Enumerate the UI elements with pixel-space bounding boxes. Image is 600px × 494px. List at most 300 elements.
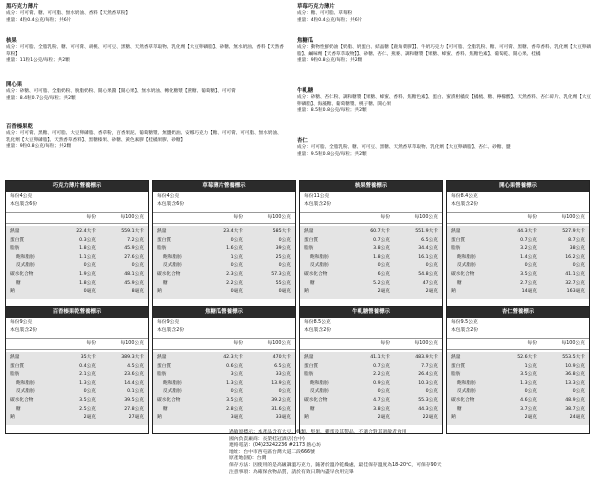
nutrient-per-serving: 2.3公克 xyxy=(226,271,243,277)
nutrient-per-serving: 1公克 xyxy=(524,363,537,369)
nutrient-label: 糖 xyxy=(310,280,315,286)
nutrient-row xyxy=(300,245,442,254)
serving-count: 本包裝含6份 xyxy=(10,202,38,207)
nutrient-label: 蛋白質 xyxy=(451,363,466,369)
nutrient-label: 飽和脂肪 xyxy=(457,254,476,260)
nutrient-per-100g: 34.4公克 xyxy=(418,246,438,252)
header-per-serving: 每份 xyxy=(380,341,390,346)
nutrition-panel xyxy=(299,306,443,434)
nutrient-row xyxy=(447,380,589,389)
ingredient-weight: 重量：9粒0.8公克/每粒；共2顆 xyxy=(6,143,72,149)
nutrient-per-serving: 2.2公克 xyxy=(373,372,390,378)
nutrition-panel xyxy=(446,180,590,308)
ingredient-list: 成分：動物性鮮奶油【奶脂、奶蛋白、結晶糖【鹿角菜膠】】、牛奶巧克力【可可脂、全脂乳粉、糖、可可膏、黑糖、香草香料、乳化劑【大豆卵磷脂】、鹹味劑【天香草萃取物】】、砂糖、杏仁、燕麥、調和糖漿【果糖、蜂蜜、香料、焦糖色素】、葡萄乾、開心果、桂橘 xyxy=(297,45,592,57)
nutrient-per-100g: 4.5公克 xyxy=(127,363,144,369)
nutrient-per-serving: 3.5公克 xyxy=(520,372,537,378)
ingredient-weight: 重量：9粒0.8公克/每粒；共2顆 xyxy=(297,57,363,63)
header-per-serving: 每份 xyxy=(527,215,537,220)
ingredient-block-dark xyxy=(6,4,286,24)
nutrient-label: 反式脂肪 xyxy=(310,263,329,269)
header-blank xyxy=(447,213,493,223)
nutrient-row xyxy=(300,388,442,397)
nutrient-per-serving: 1.8公克 xyxy=(373,254,390,260)
nutrient-row xyxy=(153,406,295,415)
nutrient-label: 蛋白質 xyxy=(157,237,172,243)
nutrient-label: 熱量 xyxy=(304,355,314,360)
nutrient-row xyxy=(447,237,589,246)
nutrient-per-100g: 0公克 xyxy=(278,263,291,269)
nutrient-per-serving: 2.1公克 xyxy=(79,372,96,378)
serving-count: 本包裝含2份 xyxy=(304,202,332,207)
nutrient-label: 熱量 xyxy=(157,229,167,234)
header-per-serving: 每份 xyxy=(86,341,96,346)
nutrient-row xyxy=(447,388,589,397)
nutrient-per-100g: 25公克 xyxy=(275,254,291,260)
nutrient-label: 蛋白質 xyxy=(10,363,25,369)
nutrient-per-100g: 163毫克 xyxy=(566,289,585,295)
nutrient-label: 飽和脂肪 xyxy=(16,254,35,260)
nutrient-per-serving: 0.7公克 xyxy=(373,363,390,369)
panel-header-row xyxy=(447,338,589,350)
nutrient-per-serving: 2.5公克 xyxy=(79,406,96,412)
nutrient-label: 碳水化合物 xyxy=(304,397,328,403)
nutrient-per-100g: 38公克 xyxy=(569,246,585,252)
nutrient-row xyxy=(153,245,295,254)
nutrient-per-serving: 1.3公克 xyxy=(79,380,96,386)
nutrient-per-serving: 35大卡 xyxy=(80,355,96,360)
nutrient-per-100g: 7.7公克 xyxy=(421,363,438,369)
nutrient-label: 鈉 xyxy=(10,289,15,295)
nutrient-per-serving: 1.8公克 xyxy=(79,246,96,252)
nutrient-per-serving: 2.7公克 xyxy=(520,280,537,286)
nutrient-per-100g: 585大卡 xyxy=(272,229,291,234)
nutrient-label: 熱量 xyxy=(10,229,20,234)
nutrient-label: 熱量 xyxy=(451,229,461,234)
nutrient-row xyxy=(6,371,148,380)
nutrient-per-serving: 0.6公克 xyxy=(226,363,243,369)
nutrient-label: 反式脂肪 xyxy=(310,389,329,395)
nutrient-rows xyxy=(300,352,442,425)
nutrient-per-100g: 8毫克 xyxy=(131,289,144,295)
nutrient-row xyxy=(447,254,589,263)
nutrient-per-serving: 0毫克 xyxy=(83,289,96,295)
nutrient-per-100g: 27.6公克 xyxy=(124,254,144,260)
nutrient-per-100g: 0公克 xyxy=(131,263,144,269)
header-per-100g: 每100公克 xyxy=(414,341,438,346)
nutrient-label: 糖 xyxy=(16,280,21,286)
domestic-vendor: 國內負責廠商：長榮桂冠酒店(台中) xyxy=(229,436,305,442)
ingredient-block-pistachio xyxy=(6,82,286,102)
ingredient-list: 成分：可可膏、糖、可可脂、無水奶油、香料【天然香草粉】 xyxy=(6,11,131,17)
nutrient-per-serving: 1.9公克 xyxy=(79,271,96,277)
nutrient-label: 碳水化合物 xyxy=(157,271,181,277)
nutrient-per-serving: 1公克 xyxy=(230,254,243,260)
nutrient-row xyxy=(153,380,295,389)
ingredient-list: 成分：可可脂、全脂乳粉、糖、可可豆、黑糖、天然香草萃取物、乳化劑【大豆卵磷脂】、杏仁、砂糖、鹽 xyxy=(297,145,511,151)
nutrient-per-serving: 1.3公克 xyxy=(226,380,243,386)
nutrient-per-100g: 0公克 xyxy=(278,389,291,395)
nutrient-per-100g: 10.3公克 xyxy=(418,380,438,386)
nutrient-per-100g: 54.8公克 xyxy=(418,271,438,277)
header-per-100g: 每100公克 xyxy=(414,215,438,220)
nutrient-per-serving: 0公克 xyxy=(230,263,243,269)
nutrient-label: 飽和脂肪 xyxy=(310,254,329,260)
nutrient-row xyxy=(447,228,589,237)
nutrient-per-100g: 389.3大卡 xyxy=(121,355,144,360)
nutrient-label: 碳水化合物 xyxy=(304,271,328,277)
nutrient-per-100g: 551.9大卡 xyxy=(415,229,438,234)
nutrient-per-serving: 0公克 xyxy=(524,389,537,395)
nutrient-label: 飽和脂肪 xyxy=(16,380,35,386)
nutrient-label: 反式脂肪 xyxy=(457,263,476,269)
nutrient-per-serving: 2.8公克 xyxy=(226,406,243,412)
nutrient-per-100g: 527.9大卡 xyxy=(562,229,585,234)
header-blank xyxy=(447,339,493,349)
nutrient-row xyxy=(447,262,589,271)
nutrient-label: 飽和脂肪 xyxy=(457,380,476,386)
nutrient-per-serving: 3.5公克 xyxy=(226,397,243,403)
nutrient-label: 反式脂肪 xyxy=(16,263,35,269)
nutrient-per-100g: 38.7公克 xyxy=(565,406,585,412)
nutrient-row xyxy=(300,354,442,363)
nutrient-row xyxy=(447,414,589,423)
panel-title: 牛軋糖營養標示 xyxy=(300,307,442,318)
nutrient-row xyxy=(300,271,442,280)
nutrient-label: 鈉 xyxy=(451,415,456,421)
nutrient-per-100g: 36.8公克 xyxy=(565,372,585,378)
nutrient-row xyxy=(300,371,442,380)
nutrient-label: 脂肪 xyxy=(451,246,461,252)
nutrient-per-100g: 39公克 xyxy=(275,246,291,252)
nutrient-per-serving: 0公克 xyxy=(230,237,243,243)
panel-header-row xyxy=(6,212,148,224)
nutrient-row xyxy=(153,354,295,363)
nutrient-per-100g: 16.1公克 xyxy=(418,254,438,260)
nutrient-label: 碳水化合物 xyxy=(157,397,181,403)
nutrient-per-serving: 1.4公克 xyxy=(520,254,537,260)
nutrient-row xyxy=(300,414,442,423)
ingredient-name: 焦糖瓜 xyxy=(297,38,314,44)
nutrient-per-100g: 483.9大卡 xyxy=(415,355,438,360)
ingredient-name: 核果 xyxy=(6,38,17,44)
serving-count: 本包裝含2份 xyxy=(10,328,38,333)
ingredient-block-strawberry xyxy=(297,4,593,24)
nutrient-per-100g: 26.4公克 xyxy=(418,372,438,378)
header-per-100g: 每100公克 xyxy=(267,215,291,220)
nutrient-row xyxy=(6,280,148,289)
nutrient-label: 糖 xyxy=(163,280,168,286)
nutrient-per-100g: 39.2公克 xyxy=(271,397,291,403)
ingredient-block-hazelnut xyxy=(6,124,286,150)
nutrition-panel xyxy=(152,180,296,308)
nutrient-per-serving: 0公克 xyxy=(83,389,96,395)
nutrient-row xyxy=(447,406,589,415)
nutrient-row xyxy=(153,271,295,280)
header-blank xyxy=(153,213,199,223)
header-per-100g: 每100公克 xyxy=(561,215,585,220)
nutrition-panel xyxy=(5,180,149,308)
nutrient-label: 糖 xyxy=(457,280,462,286)
nutrient-per-100g: 47公克 xyxy=(422,280,438,286)
nutrient-per-100g: 48.9公克 xyxy=(565,397,585,403)
nutrient-label: 鈉 xyxy=(10,415,15,421)
ingredient-block-walnut xyxy=(6,38,286,64)
nutrient-label: 糖 xyxy=(310,406,315,412)
nutrient-row xyxy=(6,363,148,372)
serving-size: 每份4公克 xyxy=(10,194,33,199)
nutrient-row xyxy=(153,280,295,289)
nutrient-per-serving: 23.4大卡 xyxy=(223,229,243,234)
serving-size: 每份8.5公克 xyxy=(304,320,331,325)
nutrient-per-serving: 1.3公克 xyxy=(520,380,537,386)
nutrient-label: 脂肪 xyxy=(304,246,314,252)
nutrient-rows xyxy=(153,226,295,299)
panel-title: 杏仁營養標示 xyxy=(447,307,589,318)
nutrient-row xyxy=(6,388,148,397)
nutrient-per-100g: 44.3公克 xyxy=(418,406,438,412)
nutrient-per-serving: 1.8公克 xyxy=(79,280,96,286)
nutrient-label: 反式脂肪 xyxy=(16,389,35,395)
nutrient-row xyxy=(153,262,295,271)
nutrient-per-100g: 57.3公克 xyxy=(271,271,291,277)
nutrient-label: 脂肪 xyxy=(157,372,167,378)
header-blank xyxy=(6,213,52,223)
nutrient-row xyxy=(153,363,295,372)
nutrient-row xyxy=(6,406,148,415)
nutrient-row xyxy=(447,271,589,280)
nutrient-label: 蛋白質 xyxy=(304,237,319,243)
serving-count: 本包裝含2份 xyxy=(157,328,185,333)
serving-size: 每份11公克 xyxy=(304,194,330,199)
nutrient-row xyxy=(447,288,589,297)
nutrient-row xyxy=(447,397,589,406)
nutrient-per-100g: 55.3公克 xyxy=(418,397,438,403)
nutrient-label: 蛋白質 xyxy=(304,363,319,369)
nutrient-per-serving: 3.5公克 xyxy=(520,271,537,277)
nutrient-label: 飽和脂肪 xyxy=(163,254,182,260)
nutrient-per-serving: 14毫克 xyxy=(521,289,537,295)
nutrient-per-100g: 33毫克 xyxy=(275,415,291,421)
panel-header-row xyxy=(153,338,295,350)
nutrient-row xyxy=(6,262,148,271)
nutrient-row xyxy=(6,237,148,246)
nutrient-label: 反式脂肪 xyxy=(457,389,476,395)
nutrient-per-100g: 33公克 xyxy=(275,372,291,378)
nutrient-row xyxy=(447,354,589,363)
nutrient-per-serving: 5.2公克 xyxy=(373,280,390,286)
nutrient-row xyxy=(6,245,148,254)
nutrient-label: 糖 xyxy=(457,406,462,412)
nutrient-per-100g: 7.2公克 xyxy=(127,237,144,243)
nutrient-label: 蛋白質 xyxy=(10,237,25,243)
nutrient-per-100g: 27毫克 xyxy=(128,415,144,421)
nutrient-per-serving: 3.8公克 xyxy=(373,406,390,412)
nutrient-rows xyxy=(153,352,295,425)
nutrient-per-serving: 60.7大卡 xyxy=(370,229,390,234)
nutrient-per-serving: 1.1公克 xyxy=(79,254,96,260)
ingredient-list: 成分：可可膏、黑糖、可可脂、大豆卵磷脂、香草粉，百香果泥、葡萄糖漿、無鹽奶油、安娜巧克力【糖、可可膏、可可脂、無水奶油、乳化劑【大豆卵磷脂】、天然香草香料】、黑糖榛果、砂糖、黃色素膠【桂橘果膠、砂糖】 xyxy=(6,131,282,143)
nutrient-row xyxy=(300,280,442,289)
nutrient-per-100g: 0.1公克 xyxy=(127,389,144,395)
ingredient-weight: 重量：4粒0.4公克/每粒；共6片 xyxy=(6,17,72,23)
nutrient-per-100g: 6.5公克 xyxy=(421,237,438,243)
nutrient-per-serving: 2毫克 xyxy=(524,415,537,421)
nutrient-row xyxy=(447,280,589,289)
nutrient-label: 鈉 xyxy=(157,289,162,295)
nutrient-per-serving: 1.6公克 xyxy=(226,246,243,252)
panel-header-row xyxy=(300,338,442,350)
nutrient-per-serving: 41.1大卡 xyxy=(370,355,390,360)
nutrient-label: 碳水化合物 xyxy=(10,271,34,277)
nutrient-per-100g: 13.3公克 xyxy=(565,380,585,386)
nutrient-per-100g: 13.9公克 xyxy=(271,380,291,386)
ingredient-name: 開心果 xyxy=(6,82,23,88)
ingredient-block-caramel xyxy=(297,38,593,64)
nutrient-per-100g: 31.6公克 xyxy=(271,406,291,412)
nutrient-row xyxy=(300,262,442,271)
ingredient-weight: 重量：9.5粒0.8公克/每粒；共2顆 xyxy=(297,151,367,157)
panel-header-row xyxy=(153,212,295,224)
panel-title: 核果營養標示 xyxy=(300,181,442,192)
nutrient-per-serving: 0.7公克 xyxy=(373,237,390,243)
panel-header-row xyxy=(447,212,589,224)
serving-size: 每份9公克 xyxy=(10,320,33,325)
header-blank xyxy=(300,339,346,349)
nutrient-per-serving: 2毫克 xyxy=(83,415,96,421)
nutrient-row xyxy=(300,254,442,263)
nutrient-label: 鈉 xyxy=(304,289,309,295)
nutrient-per-serving: 3.2公克 xyxy=(520,246,537,252)
nutrient-per-100g: 45.9公克 xyxy=(124,246,144,252)
nutrition-panel xyxy=(152,306,296,434)
nutrient-per-100g: 553.5大卡 xyxy=(562,355,585,360)
ingredient-block-almond xyxy=(297,138,593,158)
ingredient-name: 百香榛果乾 xyxy=(6,124,33,130)
header-per-100g: 每100公克 xyxy=(267,341,291,346)
header-per-serving: 每份 xyxy=(86,215,96,220)
nutrient-row xyxy=(6,271,148,280)
nutrient-label: 鈉 xyxy=(451,289,456,295)
storage-method: 保存方法：因使用的是高級調溫巧克力，隨著於溫冷乾燥處，最佳保存溫度為18-20℃，可保存90天 xyxy=(229,462,442,468)
nutrition-panel xyxy=(446,306,590,434)
nutrient-label: 飽和脂肪 xyxy=(310,380,329,386)
header-blank xyxy=(300,213,346,223)
panel-title: 開心果營養標示 xyxy=(447,181,589,192)
notice: 注意事項：為確保食物品質，請於有效日期內盡早食用完畢 xyxy=(229,469,354,475)
nutrient-row xyxy=(153,414,295,423)
nutrient-per-serving: 0毫克 xyxy=(230,289,243,295)
nutrient-row xyxy=(153,228,295,237)
nutrient-per-serving: 4.7公克 xyxy=(373,397,390,403)
nutrient-per-100g: 45.9公克 xyxy=(124,280,144,286)
nutrient-label: 糖 xyxy=(16,406,21,412)
nutrient-rows xyxy=(300,226,442,299)
nutrient-per-100g: 22毫克 xyxy=(422,415,438,421)
nutrient-label: 飽和脂肪 xyxy=(163,380,182,386)
serving-size: 每份4公克 xyxy=(157,194,180,199)
header-per-100g: 每100公克 xyxy=(120,215,144,220)
label-footer xyxy=(229,430,589,476)
ingredient-block-nougat xyxy=(297,88,593,114)
nutrient-row xyxy=(153,288,295,297)
header-per-serving: 每份 xyxy=(233,341,243,346)
nutrient-row xyxy=(6,228,148,237)
ingredient-weight: 重量：8.4粒0.7公克/每粒；共2顆 xyxy=(6,95,76,101)
ingredient-weight: 重量：8.5粒0.8公克/每粒；共2顆 xyxy=(297,107,367,113)
panel-title: 焦糖瓜營養標示 xyxy=(153,307,295,318)
nutrient-per-100g: 10.9公克 xyxy=(565,363,585,369)
address: 地址：台中市西屯區台灣大道二段666號 xyxy=(229,449,315,455)
ingredient-name: 杏仁 xyxy=(297,138,308,144)
nutrient-per-100g: 16.2公克 xyxy=(565,254,585,260)
panel-header-row xyxy=(300,212,442,224)
nutrient-per-100g: 470大卡 xyxy=(272,355,291,360)
nutrient-per-serving: 0公克 xyxy=(230,389,243,395)
nutrient-per-serving: 0公克 xyxy=(83,263,96,269)
nutrient-per-100g: 23.6公克 xyxy=(124,372,144,378)
nutrient-row xyxy=(300,228,442,237)
serving-size: 每份9.5公克 xyxy=(451,320,478,325)
nutrient-per-100g: 2毫克 xyxy=(425,289,438,295)
nutrient-label: 熱量 xyxy=(451,355,461,360)
nutrient-per-100g: 0公克 xyxy=(278,237,291,243)
nutrient-rows xyxy=(447,352,589,425)
nutrient-per-serving: 3.5公克 xyxy=(79,397,96,403)
nutrient-label: 碳水化合物 xyxy=(451,271,475,277)
nutrient-per-serving: 3.8公克 xyxy=(373,246,390,252)
nutrient-row xyxy=(447,363,589,372)
nutrient-row xyxy=(447,371,589,380)
nutrient-row xyxy=(300,363,442,372)
nutrient-row xyxy=(153,371,295,380)
nutrient-per-serving: 0.7公克 xyxy=(520,237,537,243)
nutrient-per-100g: 0公克 xyxy=(425,389,438,395)
nutrient-rows xyxy=(6,226,148,299)
ingredient-list: 成分：砂糖、杏仁粉、調和糖漿【果糖、蜂蜜、香料、焦糖色素】、蛋白、蜜漬柑橘皮【橘梳、糖、檸檬酸】、天然香料、杏仁碎片、乳化劑【大豆卵磷脂】、海藻糖、葡萄糖漿、桃子糖、開心果 xyxy=(297,95,592,107)
header-per-serving: 每份 xyxy=(527,341,537,346)
nutrient-row xyxy=(6,354,148,363)
nutrient-per-serving: 44.3大卡 xyxy=(517,229,537,234)
serving-count: 本包裝含2份 xyxy=(451,328,479,333)
origin: 原產地(國)：台灣 xyxy=(229,456,267,462)
nutrient-per-serving: 2毫克 xyxy=(377,415,390,421)
nutrient-label: 熱量 xyxy=(304,229,314,234)
header-per-100g: 每100公克 xyxy=(561,341,585,346)
ingredient-list: 成分：可可脂、全脂乳粉、糖、可可膏、胡桃、可可豆、黑糖、天然香草萃取物、乳化劑【大豆卵磷脂】、砂糖、無水奶油、香料【天然香草粉】 xyxy=(6,45,284,57)
panel-title: 巧克力薄片營養標示 xyxy=(6,181,148,192)
allergen-note: 過敏原標示：本產品含有大豆、奶類、堅果、雞蛋及其製品，不適合對其過敏者食用 xyxy=(229,430,407,435)
panel-title: 草莓薄片營養標示 xyxy=(153,181,295,192)
nutrient-row xyxy=(300,397,442,406)
ingredient-list: 成分：砂糖、可可脂、全脂奶粉、脫脂奶粉、開心果醬【開心果】、無水奶油、轉化糖漿【蔗糖、葡萄糖】、可可膏 xyxy=(6,89,236,95)
nutrient-per-serving: 3公克 xyxy=(230,372,243,378)
header-blank xyxy=(6,339,52,349)
nutrient-row xyxy=(153,254,295,263)
nutrient-row xyxy=(153,388,295,397)
ingredient-weight: 重量：4粒0.4公克/每粒；共6片 xyxy=(297,17,363,23)
nutrient-label: 鈉 xyxy=(304,415,309,421)
nutrient-per-serving: 22.4大卡 xyxy=(76,229,96,234)
panel-header-row xyxy=(6,338,148,350)
nutrient-per-serving: 4.6公克 xyxy=(520,397,537,403)
nutrient-label: 脂肪 xyxy=(157,246,167,252)
nutrient-rows xyxy=(6,352,148,425)
panel-title: 百香榛果乾營養標示 xyxy=(6,307,148,318)
nutrient-per-serving: 42.3大卡 xyxy=(223,355,243,360)
nutrient-per-serving: 2.2公克 xyxy=(226,280,243,286)
nutrient-per-100g: 41.1公克 xyxy=(565,271,585,277)
ingredient-name: 牛軋糖 xyxy=(297,88,314,94)
